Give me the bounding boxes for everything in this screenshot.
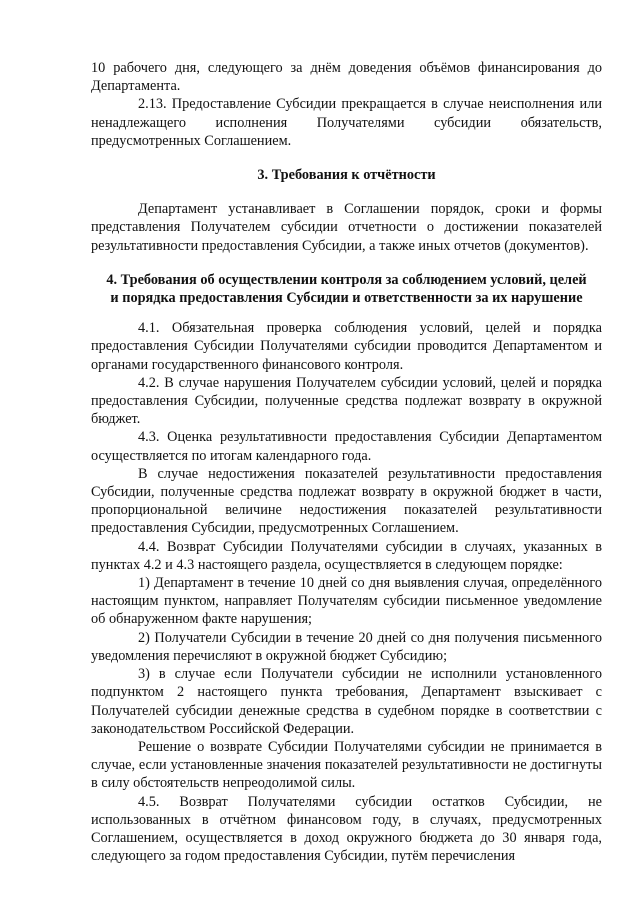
paragraph-3-body: Департамент устанавливает в Соглашении порядок, сроки и формы представления Получателем субсидии отчетности о достижении показателей результативности предоставления Субсидии, а также иных отчетов (документов). xyxy=(91,201,602,254)
paragraph-4-3: 4.3. Оценка результативности предоставления Субсидии Департаментом осуществляется по итогам календарного года. xyxy=(91,429,602,464)
paragraph-4-4-item-1: 1) Департамент в течение 10 дней со дня выявления случая, определённого настоящим пунктом, направляет Получателям субсидии письменное уведомление об обнаруженном факте нарушения; xyxy=(91,575,602,628)
paragraph-4-2: 4.2. В случае нарушения Получателем субсидии условий, целей и порядка предоставления Субсидии, полученные средства подлежат возврату в окружной бюджет. xyxy=(91,374,602,428)
paragraph-4-1: 4.1. Обязательная проверка соблюдения условий, целей и порядка предоставления Субсидии Получателями субсидии проводится Департаментом и органами государственного финансового контроля. xyxy=(91,320,602,373)
paragraph-4-4-item-3: 3) в случае если Получатели субсидии не исполнили установленного подпунктом 2 настоящего пункта требования, Департамент взыскивает с Получателей субсидии денежные средства в судебном порядке в соответствии с законодательством Российской Федерации. xyxy=(91,666,602,737)
section-4-heading-line-1: 4. Требования об осуществлении контроля за соблюдением условий, целей xyxy=(106,271,587,288)
paragraph-4-4-decision: Решение о возврате Субсидии Получателями субсидии не принимается в случае, если установленные значения показателей результативности не достигнуты в силу обстоятельств непреодолимой силы. xyxy=(91,738,602,792)
paragraph-4-4-item-2: 2) Получатели Субсидии в течение 20 дней со дня получения письменного уведомления перечисляют в окружной бюджет Субсидию; xyxy=(91,629,602,664)
paragraph-4-5: 4.5. Возврат Получателями субсидии остатков Субсидии, не использованных в отчётном финансовом году, в случаях, предусмотренных Соглашением, осуществляется в доход окружного бюджета до 30 января года, следующего за годом предоставления Субсидии, путём перечисления xyxy=(91,793,602,865)
paragraph-2-13: 2.13. Предоставление Субсидии прекращается в случае неисполнения или ненадлежащего исполнения Получателями субсидии обязательств, предусмотренных Соглашением. xyxy=(91,96,602,149)
paragraph-4-3-continued: В случае недостижения показателей результативности предоставления Субсидии, полученные средства подлежат возврату в окружной бюджет в части, пропорциональной величине недостижения показателей результативности предоставления Субсидии, предусмотренных Соглашением. xyxy=(91,465,602,537)
paragraph-2-12-tail: 10 рабочего дня, следующего за днём доведения объёмов финансирования до Департамента. xyxy=(91,60,602,95)
section-4-heading xyxy=(91,271,602,307)
section-4-heading-line-2: и порядка предоставления Субсидии и ответственности за их нарушение xyxy=(110,290,583,307)
paragraph-4-4: 4.4. Возврат Субсидии Получателями субсидии в случаях, указанных в пунктах 4.2 и 4.3 настоящего раздела, осуществляется в следующем порядке: xyxy=(91,538,602,573)
section-3-heading: 3. Требования к отчётности xyxy=(257,167,436,184)
